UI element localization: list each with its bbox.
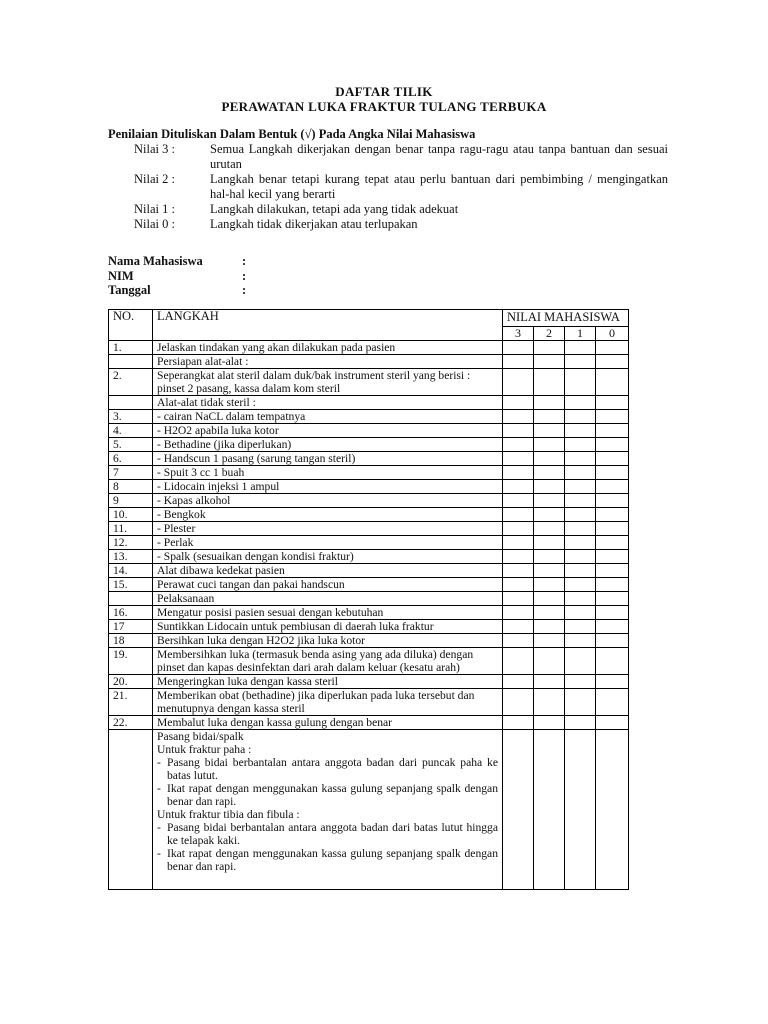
score-cell-1[interactable] <box>565 341 596 355</box>
score-cell-0[interactable] <box>596 466 629 480</box>
score-cell-2[interactable] <box>534 480 565 494</box>
row-number: 4. <box>109 424 153 438</box>
section-heading: Alat-alat tidak steril : <box>153 396 503 410</box>
student-name-row <box>108 254 246 269</box>
score-cell-0[interactable] <box>596 480 629 494</box>
score-cell-3[interactable] <box>503 578 534 592</box>
score-cell-2[interactable] <box>534 634 565 648</box>
score-header-3: 3 <box>503 327 534 341</box>
score-cell-0[interactable] <box>596 494 629 508</box>
splint-instructions <box>153 730 503 890</box>
score-cell-0[interactable] <box>596 592 629 606</box>
criteria-item <box>108 172 668 202</box>
criteria-item <box>108 202 668 217</box>
score-cell-2[interactable] <box>534 620 565 634</box>
score-cell-3[interactable] <box>503 675 534 689</box>
criteria-label: Nilai 3 : <box>134 142 175 156</box>
row-number: 22. <box>109 716 153 730</box>
criteria-text: Semua Langkah dikerjakan dengan benar tanpa ragu-ragu atau tanpa bantuan dan sesuai urutan <box>210 142 668 171</box>
score-cell-3[interactable] <box>503 689 534 716</box>
score-cell-3[interactable] <box>503 716 534 730</box>
score-cell-2[interactable] <box>534 564 565 578</box>
score-cell-3[interactable] <box>503 438 534 452</box>
score-cell-2[interactable] <box>534 606 565 620</box>
row-number: 12. <box>109 536 153 550</box>
row-number: 7 <box>109 466 153 480</box>
score-cell-3[interactable] <box>503 634 534 648</box>
score-cell-2[interactable] <box>534 494 565 508</box>
table-row <box>109 550 629 564</box>
row-number: 11. <box>109 522 153 536</box>
score-cell-0[interactable] <box>596 536 629 550</box>
step-text: Membalut luka dengan kassa gulung dengan benar <box>153 716 503 730</box>
score-cell-1[interactable] <box>565 480 596 494</box>
step-text: Alat dibawa kedekat pasien <box>153 564 503 578</box>
row-number: 19. <box>109 648 153 675</box>
row-number: 9 <box>109 494 153 508</box>
criteria-label: Nilai 1 : <box>134 202 175 216</box>
femur-step-1: Pasang bidai berbantalan antara anggota badan dari puncak paha ke batas lutut. <box>167 756 498 782</box>
step-text: Membersihkan luka (termasuk benda asing yang ada diluka) dengan pinset dan kapas desinfektan dari arah dalam keluar (kesatu arah) <box>153 648 503 675</box>
score-cell-0[interactable] <box>596 341 629 355</box>
score-cell-0[interactable] <box>596 452 629 466</box>
criteria-item <box>108 217 668 232</box>
score-cell-0[interactable] <box>596 675 629 689</box>
criteria-label: Nilai 0 : <box>134 217 175 231</box>
row-number <box>109 355 153 369</box>
row-number: 10. <box>109 508 153 522</box>
score-cell-2[interactable] <box>534 716 565 730</box>
score-cell-3[interactable] <box>503 396 534 410</box>
femur-heading: Untuk fraktur paha : <box>157 743 252 756</box>
table-row <box>109 634 629 648</box>
table-row <box>109 480 629 494</box>
table-row <box>109 620 629 634</box>
row-number: 2. <box>109 369 153 396</box>
step-text: - H2O2 apabila luka kotor <box>153 424 503 438</box>
list-item: - Pasang bidai berbantalan antara anggota badan dari puncak paha ke batas lutut. <box>157 756 498 782</box>
checklist-rows <box>109 341 629 730</box>
nim-label: NIM <box>108 268 134 283</box>
criteria-text: Langkah tidak dikerjakan atau terlupakan <box>210 217 418 231</box>
step-text: Mengeringkan luka dengan kassa steril <box>153 675 503 689</box>
criteria-heading: Penilaian Dituliskan Dalam Bentuk (√) Pada Angka Nilai Mahasiswa <box>108 127 476 141</box>
step-text: - Bethadine (jika diperlukan) <box>153 438 503 452</box>
score-cell-1[interactable] <box>565 438 596 452</box>
score-cell-2[interactable] <box>534 396 565 410</box>
score-cell-2[interactable] <box>534 536 565 550</box>
list-item: - Ikat rapat dengan menggunakan kassa gulung sepanjang spalk dengan benar dan rapi. <box>157 847 498 873</box>
tibia-heading: Untuk fraktur tibia dan fibula : <box>157 808 300 821</box>
table-row <box>109 578 629 592</box>
score-cell-2[interactable] <box>534 341 565 355</box>
score-cell-0[interactable] <box>596 396 629 410</box>
table-row <box>109 494 629 508</box>
score-cell-3[interactable] <box>503 341 534 355</box>
score-cell-2[interactable] <box>534 410 565 424</box>
score-cell-1[interactable] <box>565 606 596 620</box>
section-heading: Persiapan alat-alat : <box>153 355 503 369</box>
score-cell-1[interactable] <box>565 564 596 578</box>
document-subtitle: PERAWATAN LUKA FRAKTUR TULANG TERBUKA <box>221 99 547 114</box>
row-number <box>109 396 153 410</box>
tibia-step-2: Ikat rapat dengan menggunakan kassa gulung sepanjang spalk dengan benar dan rapi. <box>167 847 498 873</box>
row-number <box>109 730 153 890</box>
table-row <box>109 369 629 396</box>
table-row <box>109 689 629 716</box>
score-cell-2[interactable] <box>534 730 565 890</box>
score-cell-2[interactable] <box>534 578 565 592</box>
score-cell-0[interactable] <box>596 564 629 578</box>
score-cell-3[interactable] <box>503 466 534 480</box>
score-cell-1[interactable] <box>565 522 596 536</box>
row-number: 13. <box>109 550 153 564</box>
score-cell-2[interactable] <box>534 466 565 480</box>
score-cell-3[interactable] <box>503 522 534 536</box>
score-cell-2[interactable] <box>534 592 565 606</box>
score-cell-3[interactable] <box>503 452 534 466</box>
section-row <box>109 592 629 606</box>
row-number: 20. <box>109 675 153 689</box>
step-text: - Plester <box>153 522 503 536</box>
score-cell-0[interactable] <box>596 606 629 620</box>
row-number <box>109 592 153 606</box>
score-cell-3[interactable] <box>503 730 534 890</box>
score-cell-3[interactable] <box>503 424 534 438</box>
row-number: 1. <box>109 341 153 355</box>
score-cell-0[interactable] <box>596 620 629 634</box>
score-cell-1[interactable] <box>565 675 596 689</box>
step-text: - Handscun 1 pasang (sarung tangan steril) <box>153 452 503 466</box>
table-row <box>109 522 629 536</box>
score-cell-2[interactable] <box>534 550 565 564</box>
column-header-no: NO. <box>109 310 153 341</box>
row-number: 6. <box>109 452 153 466</box>
score-cell-0[interactable] <box>596 689 629 716</box>
score-cell-0[interactable] <box>596 424 629 438</box>
step-text: Bersihkan luka dengan H2O2 jika luka kotor <box>153 634 503 648</box>
score-cell-1[interactable] <box>565 634 596 648</box>
step-text: Seperangkat alat steril dalam duk/bak instrument steril yang berisi : pinset 2 pasang, kassa dalam kom steril <box>153 369 503 396</box>
score-cell-1[interactable] <box>565 494 596 508</box>
section-row <box>109 396 629 410</box>
score-header-0: 0 <box>596 327 629 341</box>
step-text: - Spalk (sesuaikan dengan kondisi fraktur) <box>153 550 503 564</box>
score-cell-1[interactable] <box>565 424 596 438</box>
score-cell-1[interactable] <box>565 508 596 522</box>
score-cell-3[interactable] <box>503 480 534 494</box>
row-number: 14. <box>109 564 153 578</box>
row-number: 21. <box>109 689 153 716</box>
score-cell-1[interactable] <box>565 689 596 716</box>
student-identity <box>108 254 246 298</box>
criteria-text: Langkah benar tetapi kurang tepat atau perlu bantuan dari pembimbing / mengingatkan hal-hal kecil yang berarti <box>210 172 668 201</box>
score-cell-2[interactable] <box>534 508 565 522</box>
criteria-item <box>108 142 668 172</box>
step-text: - Lidocain injeksi 1 ampul <box>153 480 503 494</box>
nim-row <box>108 269 246 284</box>
score-cell-0[interactable] <box>596 410 629 424</box>
score-cell-0[interactable] <box>596 648 629 675</box>
score-cell-3[interactable] <box>503 536 534 550</box>
score-cell-0[interactable] <box>596 730 629 890</box>
score-cell-1[interactable] <box>565 396 596 410</box>
step-text: - cairan NaCL dalam tempatnya <box>153 410 503 424</box>
row-number: 8 <box>109 480 153 494</box>
row-number: 16. <box>109 606 153 620</box>
row-number: 3. <box>109 410 153 424</box>
table-row <box>109 452 629 466</box>
student-name-label: Nama Mahasiswa <box>108 254 203 268</box>
step-text: - Spuit 3 cc 1 buah <box>153 466 503 480</box>
score-cell-1[interactable] <box>565 452 596 466</box>
score-cell-1[interactable] <box>565 355 596 369</box>
criteria-text: Langkah dilakukan, tetapi ada yang tidak adekuat <box>210 202 459 216</box>
score-cell-0[interactable] <box>596 578 629 592</box>
step-text: Suntikkan Lidocain untuk pembiusan di daerah luka fraktur <box>153 620 503 634</box>
step-text: - Perlak <box>153 536 503 550</box>
score-cell-3[interactable] <box>503 620 534 634</box>
score-cell-1[interactable] <box>565 730 596 890</box>
score-cell-1[interactable] <box>565 369 596 396</box>
score-cell-3[interactable] <box>503 606 534 620</box>
score-cell-3[interactable] <box>503 355 534 369</box>
score-header-2: 2 <box>534 327 565 341</box>
score-cell-2[interactable] <box>534 438 565 452</box>
row-number: 15. <box>109 578 153 592</box>
score-cell-2[interactable] <box>534 689 565 716</box>
score-cell-2[interactable] <box>534 522 565 536</box>
list-item: - Ikat rapat dengan menggunakan kassa gulung sepanjang spalk dengan benar dan rapi. <box>157 782 498 808</box>
section-row <box>109 355 629 369</box>
checklist-table <box>108 309 629 890</box>
score-cell-3[interactable] <box>503 410 534 424</box>
score-header-1: 1 <box>565 327 596 341</box>
score-cell-2[interactable] <box>534 369 565 396</box>
document-title: DAFTAR TILIK <box>335 84 433 99</box>
score-cell-0[interactable] <box>596 550 629 564</box>
splint-section <box>109 730 629 890</box>
date-row <box>108 283 246 298</box>
score-cell-0[interactable] <box>596 716 629 730</box>
date-label: Tanggal <box>108 283 151 297</box>
score-cell-1[interactable] <box>565 578 596 592</box>
column-header-step: LANGKAH <box>153 310 503 341</box>
score-cell-2[interactable] <box>534 355 565 369</box>
section-heading: Pelaksanaan <box>153 592 503 606</box>
table-row <box>109 675 629 689</box>
colon: : <box>242 283 247 297</box>
table-row <box>109 410 629 424</box>
criteria-label: Nilai 2 : <box>134 172 175 186</box>
scoring-criteria <box>108 127 668 232</box>
step-text: Perawat cuci tangan dan pakai handscun <box>153 578 503 592</box>
table-row <box>109 438 629 452</box>
step-text: Mengatur posisi pasien sesuai dengan kebutuhan <box>153 606 503 620</box>
table-row <box>109 648 629 675</box>
score-cell-1[interactable] <box>565 536 596 550</box>
score-cell-2[interactable] <box>534 452 565 466</box>
step-text: - Bengkok <box>153 508 503 522</box>
score-cell-3[interactable] <box>503 592 534 606</box>
tibia-step-1: Pasang bidai berbantalan antara anggota badan dari batas lutut hingga ke telapak kaki. <box>167 821 498 847</box>
score-cell-3[interactable] <box>503 494 534 508</box>
step-text: Memberikan obat (bethadine) jika diperlukan pada luka tersebut dan menutupnya dengan kassa steril <box>153 689 503 716</box>
colon: : <box>242 268 247 283</box>
score-cell-3[interactable] <box>503 648 534 675</box>
table-row <box>109 606 629 620</box>
score-cell-3[interactable] <box>503 550 534 564</box>
score-cell-1[interactable] <box>565 592 596 606</box>
score-cell-0[interactable] <box>596 438 629 452</box>
row-number: 5. <box>109 438 153 452</box>
table-row <box>109 508 629 522</box>
row-number: 17 <box>109 620 153 634</box>
score-cell-0[interactable] <box>596 369 629 396</box>
score-cell-0[interactable] <box>596 634 629 648</box>
score-cell-3[interactable] <box>503 564 534 578</box>
step-text: Jelaskan tindakan yang akan dilakukan pada pasien <box>153 341 503 355</box>
step-text: - Kapas alkohol <box>153 494 503 508</box>
splint-title: Pasang bidai/spalk <box>157 730 244 743</box>
score-cell-2[interactable] <box>534 424 565 438</box>
table-row <box>109 341 629 355</box>
femur-step-2: Ikat rapat dengan menggunakan kassa gulung sepanjang spalk dengan benar dan rapi. <box>167 782 498 808</box>
column-header-score: NILAI MAHASISWA <box>503 310 629 327</box>
score-cell-1[interactable] <box>565 550 596 564</box>
score-cell-1[interactable] <box>565 716 596 730</box>
table-row <box>109 424 629 438</box>
score-cell-3[interactable] <box>503 369 534 396</box>
score-cell-1[interactable] <box>565 466 596 480</box>
score-cell-1[interactable] <box>565 410 596 424</box>
score-cell-0[interactable] <box>596 522 629 536</box>
list-item: - Pasang bidai berbantalan antara anggota badan dari batas lutut hingga ke telapak kaki. <box>157 821 498 847</box>
score-cell-2[interactable] <box>534 675 565 689</box>
score-cell-1[interactable] <box>565 620 596 634</box>
score-cell-2[interactable] <box>534 648 565 675</box>
colon: : <box>242 254 247 268</box>
row-number: 18 <box>109 634 153 648</box>
score-cell-0[interactable] <box>596 355 629 369</box>
table-row <box>109 536 629 550</box>
table-row <box>109 564 629 578</box>
score-cell-1[interactable] <box>565 648 596 675</box>
table-row <box>109 716 629 730</box>
table-row <box>109 466 629 480</box>
score-cell-3[interactable] <box>503 508 534 522</box>
score-cell-0[interactable] <box>596 508 629 522</box>
table-row <box>109 730 629 890</box>
